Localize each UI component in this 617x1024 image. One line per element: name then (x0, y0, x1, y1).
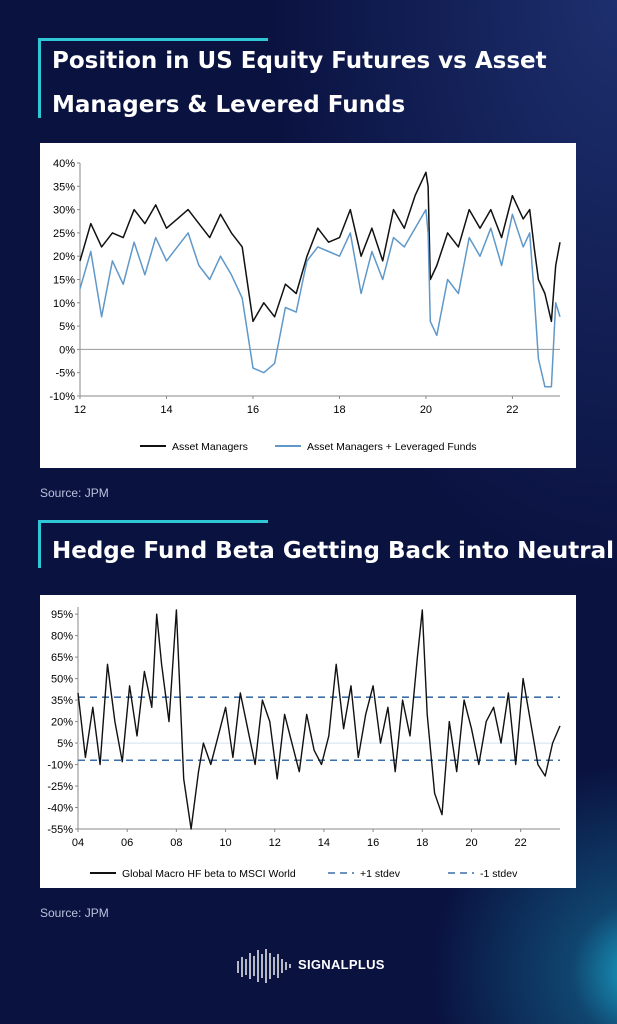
legend-label: Global Macro HF beta to MSCI World (122, 868, 296, 880)
x-tick-label: 12 (268, 837, 281, 849)
x-tick-label: 22 (506, 404, 519, 416)
y-tick-label: 5% (59, 321, 75, 334)
x-tick-label: 12 (73, 404, 87, 416)
x-tick-label: 16 (366, 837, 380, 849)
x-tick-label: 20 (465, 837, 478, 849)
y-tick-label: -40% (47, 802, 73, 815)
series-line (80, 210, 560, 387)
y-tick-label: 50% (50, 673, 73, 686)
title2-accent-top (38, 520, 268, 523)
y-tick-label: 35% (50, 695, 73, 708)
x-tick-label: 20 (419, 404, 433, 416)
chart1-title-line1: Position in US Equity Futures vs Asset (52, 48, 547, 74)
x-tick-label: 22 (514, 837, 527, 849)
chart1-title-line2: Managers & Levered Funds (52, 92, 406, 118)
x-tick-label: 16 (246, 404, 260, 416)
legend-label: -1 stdev (480, 868, 518, 880)
y-tick-label: 0% (59, 344, 75, 357)
y-tick-label: -10% (49, 391, 75, 403)
x-tick-label: 18 (333, 404, 346, 416)
series-line (80, 172, 560, 321)
y-tick-label: 25% (52, 227, 75, 240)
x-tick-label: 14 (160, 404, 173, 416)
chart1-svg (40, 143, 576, 468)
chart1-source: Source: JPM (40, 486, 109, 500)
brand-name: SIGNALPLUS (298, 957, 385, 972)
y-tick-label: 20% (52, 251, 75, 264)
x-tick-label: 14 (317, 837, 331, 849)
legend-label: Asset Managers (172, 441, 248, 453)
title-accent-left (38, 38, 41, 118)
y-tick-label: 80% (50, 630, 73, 643)
x-tick-label: 18 (416, 837, 429, 849)
y-tick-label: 35% (52, 181, 75, 194)
soundwave-logo-icon (236, 945, 294, 985)
legend-label: +1 stdev (360, 868, 400, 880)
y-tick-label: 30% (52, 204, 75, 217)
y-tick-label: -5% (55, 367, 75, 380)
chart1-panel (40, 143, 576, 468)
legend-label: Asset Managers + Leveraged Funds (307, 441, 477, 453)
x-tick-label: 08 (170, 837, 183, 849)
x-tick-label: 10 (219, 837, 232, 849)
y-tick-label: -25% (47, 781, 73, 794)
title2-accent-left (38, 520, 41, 568)
y-tick-label: 95% (50, 609, 73, 622)
series-line (78, 610, 560, 829)
x-tick-label: 04 (71, 837, 85, 849)
y-tick-label: 15% (52, 274, 75, 287)
chart2-source: Source: JPM (40, 906, 109, 920)
chart2-title: Hedge Fund Beta Getting Back into Neutral (52, 538, 615, 564)
chart2-panel (40, 595, 576, 888)
y-tick-label: -10% (47, 759, 73, 772)
y-tick-label: 5% (57, 738, 73, 751)
y-tick-label: 65% (50, 652, 73, 665)
title-accent-top (38, 38, 268, 41)
chart2-svg (40, 595, 576, 888)
y-tick-label: -55% (47, 824, 73, 836)
x-tick-label: 06 (121, 837, 134, 849)
y-tick-label: 10% (52, 297, 75, 310)
y-tick-label: 20% (50, 716, 73, 729)
brand-logo (236, 945, 386, 985)
y-tick-label: 40% (52, 158, 75, 170)
